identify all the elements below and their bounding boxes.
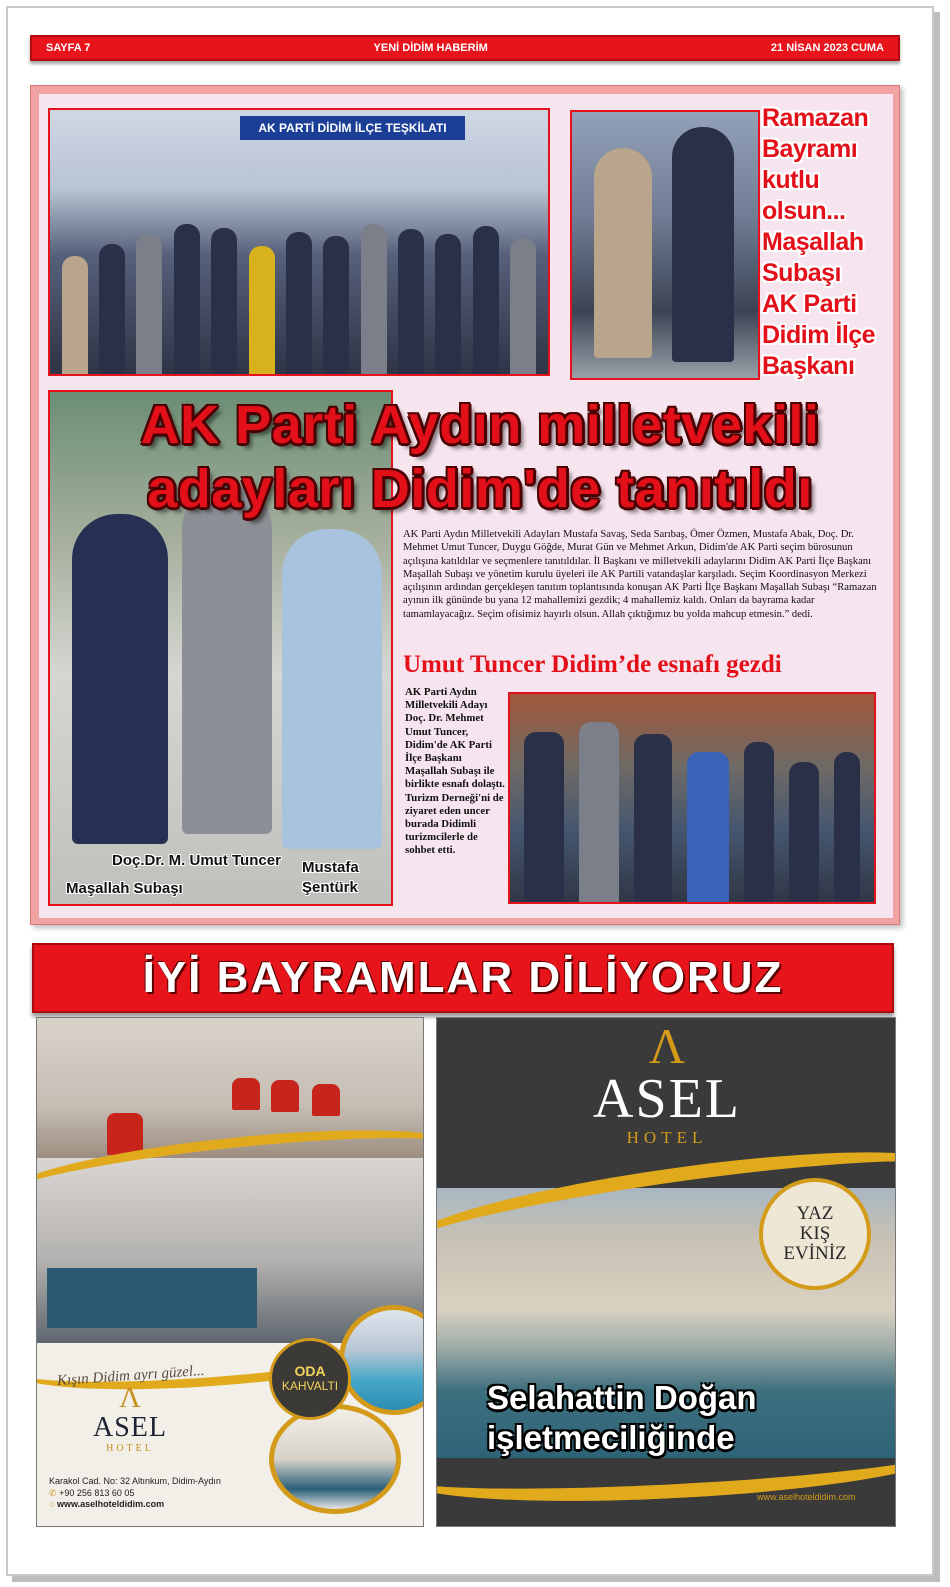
- chairman-photo: [570, 110, 760, 380]
- sub-article-body: AK Parti Aydın Milletvekili Adayı Doç. Dr. Mehmet Umut Tuncer, Didim'de AK Parti İlçe Başkanı Maşallah Subaşı ile birlikte esnafı dolaştı. Turizm Derneği'ni de ziyaret eden uncer burada Didimli turizmcilerle de sohbet etti.: [405, 686, 505, 857]
- asel-logo-icon: Λ: [648, 1018, 686, 1074]
- issue-date: 21 NİSAN 2023 CUMA: [770, 42, 884, 54]
- caption-subasi: Maşallah Subaşı: [66, 880, 183, 897]
- page-number: SAYFA 7: [46, 42, 91, 54]
- hotel-web-right: www.aselhoteldidim.com: [757, 1492, 856, 1502]
- management-tagline: Selahattin Doğan işletmeciliğinde: [487, 1379, 757, 1456]
- article-subhead: Umut Tuncer Didim’de esnafı gezdi: [403, 651, 782, 678]
- hotel-web: www.aselhoteldidim.com: [56, 1499, 165, 1509]
- headline-line-1: AK Parti Aydın milletvekili: [140, 395, 820, 455]
- phone-icon: ✆: [49, 1487, 57, 1498]
- office-sign: AK PARTİ DİDİM İLÇE TEŞKİLATI: [240, 116, 465, 140]
- caption-tuncer: Doç.Dr. M. Umut Tuncer: [112, 852, 281, 869]
- group-of-people: [50, 224, 548, 374]
- hotel-ad-left: [36, 1017, 424, 1527]
- headline-line-2: adayları Didim'de tanıtıldı: [147, 459, 813, 519]
- room-image: [269, 1404, 401, 1514]
- hotel-ad-right: [436, 1017, 896, 1527]
- summer-winter-badge: YAZ KIŞ EVİNİZ: [759, 1178, 871, 1290]
- caption-mustafa: Mustafa Şentürk: [302, 859, 359, 896]
- asel-logo-icon: Λ: [119, 1381, 141, 1414]
- ad-slogan: Kışın Didim ayrı güzel...: [56, 1362, 205, 1390]
- main-headline: [70, 393, 890, 521]
- room-breakfast-badge: ODA KAHVALTI: [269, 1338, 351, 1420]
- bayram-side-headline: Ramazan Bayramı kutlu olsun... Maşallah Subaşı AK Parti Didim İlçe Başkanı: [762, 104, 876, 380]
- office-opening-photo: [48, 108, 550, 376]
- article-body: AK Parti Aydın Milletvekili Adayları Mustafa Savaş, Seda Sarıbaş, Ömer Özmen, Mustafa Abak, Doç. Dr. Mehmet Umut Tuncer, Duygu Göğde, Murat Gün ve Mehmet Arkun, Didim'de AK Parti seçim bürosunun açılışına katıldılar ve seçmenlere tanıtıldılar. İl Başkanı ve milletvekili adaylarını Didim AK Parti İlçe Başkanı Maşallah Subaşı ve yönetim kurulu üyeleri ile AK Partili vatandaşlar karşıladı. Seçim Koordinasyon Merkezi açılışının ardından gerçekleşen tanıtım toplantısında konuşan AK Parti İlçe Başkanı Maşallah Subaşı “Ramazan ayının ilk gününde bu yana 12 mahallemizi gezdik; 4 mahallemiz kaldı. Onları da bayrama kadar tamamlayacağız. Seçim ofisimiz hayırlı olsun. Allah çıktığımız bu yolda mahcup etmesin.” dedi.: [403, 529, 877, 620]
- newspaper-name: YENİ DİDİM HABERİM: [373, 42, 488, 54]
- holiday-banner: İYİ BAYRAMLAR DİLİYORUZ: [32, 943, 894, 1013]
- street-people: [510, 722, 874, 902]
- asel-logo: Λ ASEL HOTEL: [75, 1383, 185, 1454]
- hotel-contact: [49, 1476, 221, 1511]
- hotel-phone: +90 256 813 60 05: [59, 1487, 135, 1498]
- asel-logo-large: Λ ASEL HOTEL: [437, 1022, 896, 1148]
- shopkeepers-visit-photo: [508, 692, 876, 904]
- hotel-address: Karakol Cad. No: 32 Altınkum, Didim-Aydın: [49, 1476, 221, 1486]
- web-icon: ○: [49, 1499, 55, 1509]
- page-header-bar: [30, 35, 900, 61]
